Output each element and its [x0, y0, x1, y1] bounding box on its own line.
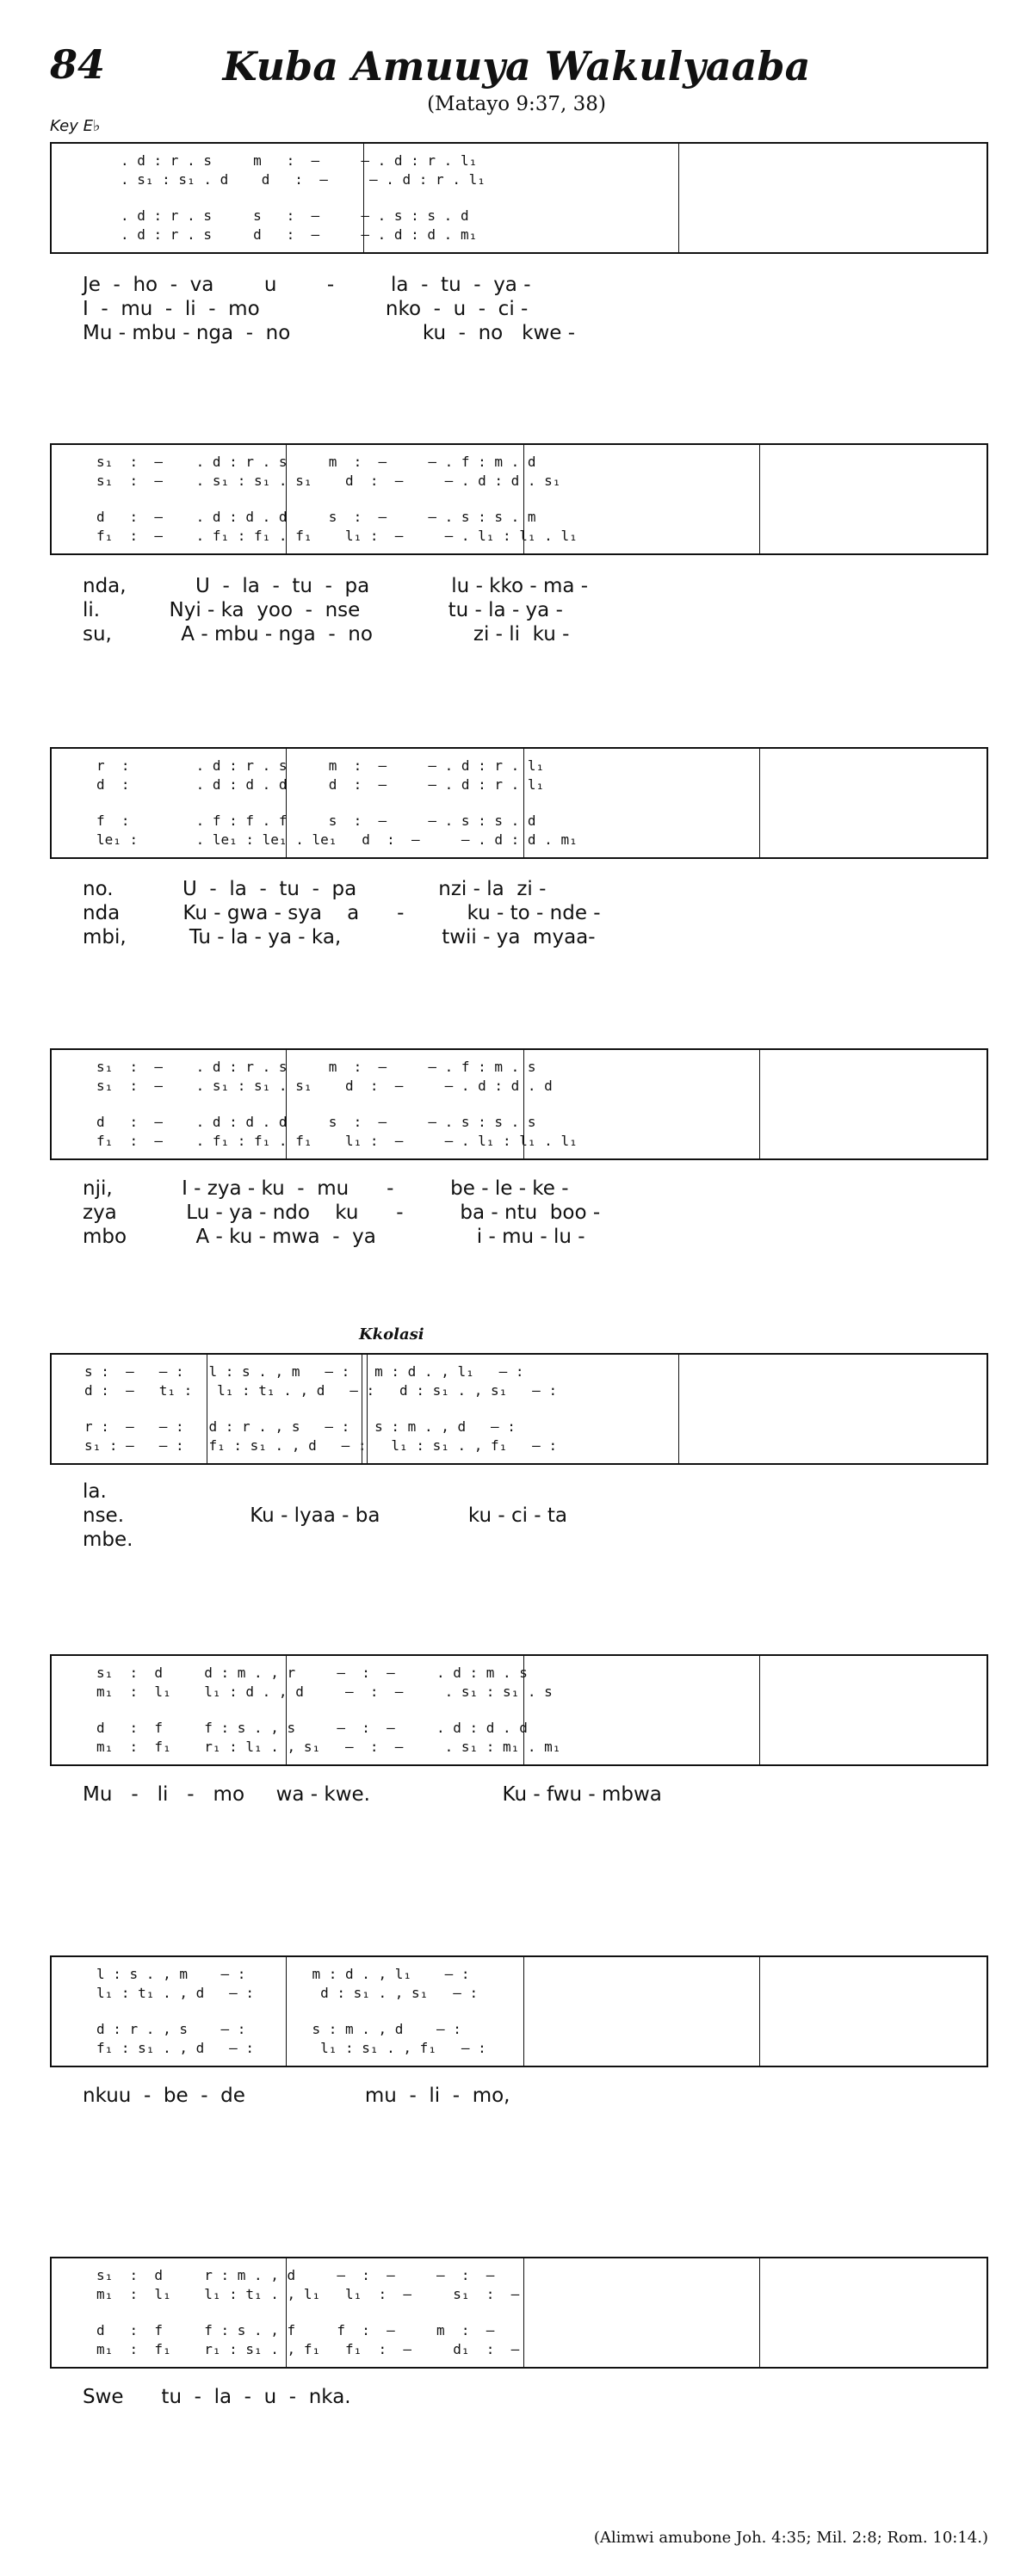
- lyric-line: Mu - li - mo wa - kwe. Ku - fwu - mbwa: [83, 1783, 662, 1806]
- lyric-line: mbo A - ku - mwa - ya i - mu - lu -: [83, 1226, 585, 1248]
- alto-line: l₁ : t₁ . , d — : d : s₁ . , s₁ — :: [96, 1985, 479, 2001]
- lyric-line: I - mu - li - mo nko - u - ci -: [83, 298, 529, 320]
- tenor-line: r : — — : d : r . , s — : s : m . , d — :: [84, 1418, 516, 1435]
- soprano-line: s₁ : — . d : r . s m : — – . f : m . s: [96, 1059, 536, 1075]
- score-system: [50, 443, 988, 555]
- bass-line: f₁ : — . f₁ : f₁ . f₁ l₁ : — – . l₁ : l₁ . l₁: [96, 1133, 578, 1149]
- bass-line: m₁ : f₁ r₁ : l₁ . , s₁ — : — . s₁ : m₁ . m₁: [96, 1739, 561, 1755]
- bass-line: le₁ : . le₁ : le₁ . le₁ d : — – . d : d . m₁: [96, 831, 578, 848]
- tenor-line: d : — . d : d . d s : — – . s : s . m: [96, 509, 536, 525]
- bass-line: m₁ : f₁ r₁ : s₁ . , f₁ f₁ : — d₁ : —: [96, 2341, 520, 2357]
- score-system: [50, 142, 988, 254]
- score-system: [50, 2257, 988, 2369]
- bass-line: f₁ : s₁ . , d — : l₁ : s₁ . , f₁ — :: [96, 2040, 486, 2056]
- lyric-line: nkuu - be - de mu - li - mo,: [83, 2085, 510, 2107]
- lyric-line: mbe.: [83, 1529, 133, 1551]
- soprano-line: s₁ : d d : m . , r — : — . d : m . s: [96, 1665, 528, 1681]
- lyric-line: nda, U - la - tu - pa lu - kko - ma -: [83, 575, 589, 597]
- soprano-line: r : . d : r . s m : — – . d : r . l₁: [96, 757, 545, 774]
- lyric-line: nda Ku - gwa - sya a - ku - to - nde -: [83, 902, 601, 924]
- tenor-line: d : f f : s . , s — : — . d : d . d: [96, 1720, 528, 1736]
- tenor-line: . d : r . s s : — – . s : s . d: [121, 207, 469, 224]
- lyric-line: su, A - mbu - nga - no zi - li ku -: [83, 623, 570, 646]
- score-system: [50, 1654, 988, 1766]
- bass-line: . d : r . s d : — – . d : d . m₁: [121, 226, 478, 243]
- alto-line: m₁ : l₁ l₁ : t₁ . , l₁ l₁ : — s₁ : —: [96, 2286, 520, 2302]
- tenor-line: f : . f : f . f s : — – . s : s . d: [96, 812, 536, 829]
- soprano-line: s : — — : l : s . , m — : m : d . , l₁ — :: [84, 1363, 524, 1380]
- lyric-line: la.: [83, 1480, 107, 1503]
- alto-line: d : . d : d . d d : — – . d : r . l₁: [96, 776, 545, 793]
- lyric-line: Mu - mbu - nga - no ku - no kwe -: [83, 322, 576, 344]
- lyric-line: mbi, Tu - la - ya - ka, twii - ya myaa-: [83, 926, 596, 948]
- lyric-line: nse. Ku - lyaa - ba ku - ci - ta: [83, 1504, 568, 1527]
- lyric-line: Je - ho - va u - la - tu - ya -: [83, 274, 531, 296]
- alto-line: d : — t₁ : l₁ : t₁ . , d — : d : s₁ . , s₁ — :: [84, 1382, 558, 1399]
- footnote-references: (Alimwi amubone Joh. 4:35; Mil. 2:8; Rom. 10:14.): [593, 2529, 988, 2547]
- alto-line: m₁ : l₁ l₁ : d . , d — : — . s₁ : s₁ . s: [96, 1683, 553, 1700]
- soprano-line: s₁ : d r : m . , d — : — — : —: [96, 2267, 495, 2283]
- key-signature: Key E♭: [50, 117, 101, 135]
- tenor-line: d : f f : s . , f f : — m : —: [96, 2322, 495, 2338]
- tenor-line: d : r . , s — : s : m . , d — :: [96, 2021, 461, 2037]
- alto-line: s₁ : — . s₁ : s₁ . s₁ d : — – . d : d . d: [96, 1078, 553, 1094]
- soprano-line: . d : r . s m : — – . d : r . l₁: [121, 152, 478, 169]
- score-system: [50, 1048, 988, 1160]
- alto-line: . s₁ : s₁ . d d : — – . d : r . l₁: [121, 171, 486, 188]
- lyric-line: nji, I - zya - ku - mu - be - le - ke -: [83, 1177, 569, 1200]
- alto-line: s₁ : — . s₁ : s₁ . s₁ d : — – . d : d . s₁: [96, 473, 561, 489]
- lyric-line: Swe tu - la - u - nka.: [83, 2386, 351, 2408]
- score-system: [50, 747, 988, 859]
- bass-line: f₁ : — . f₁ : f₁ . f₁ l₁ : — – . l₁ : l₁ . l₁: [96, 528, 578, 544]
- scripture-reference: (Matayo 9:37, 38): [427, 93, 606, 115]
- chorus-label: Kkolasi: [359, 1325, 424, 1344]
- score-system: [50, 1353, 988, 1465]
- tenor-line: d : — . d : d . d s : — – . s : s . s: [96, 1114, 536, 1130]
- bass-line: s₁ : — — : f₁ : s₁ . , d — : l₁ : s₁ . , f₁ — :: [84, 1437, 558, 1454]
- lyric-line: li. Nyi - ka yoo - nse tu - la - ya -: [83, 599, 563, 621]
- lyric-line: no. U - la - tu - pa nzi - la zi -: [83, 878, 547, 900]
- score-system: [50, 1955, 988, 2067]
- page-number: 84: [50, 41, 106, 88]
- soprano-line: s₁ : — . d : r . s m : — – . f : m . d: [96, 454, 536, 470]
- page-title: Kuba Amuuya Wakulyaaba: [222, 43, 811, 90]
- lyric-line: zya Lu - ya - ndo ku - ba - ntu boo -: [83, 1202, 601, 1224]
- soprano-line: l : s . , m — : m : d . , l₁ — :: [96, 1966, 470, 1982]
